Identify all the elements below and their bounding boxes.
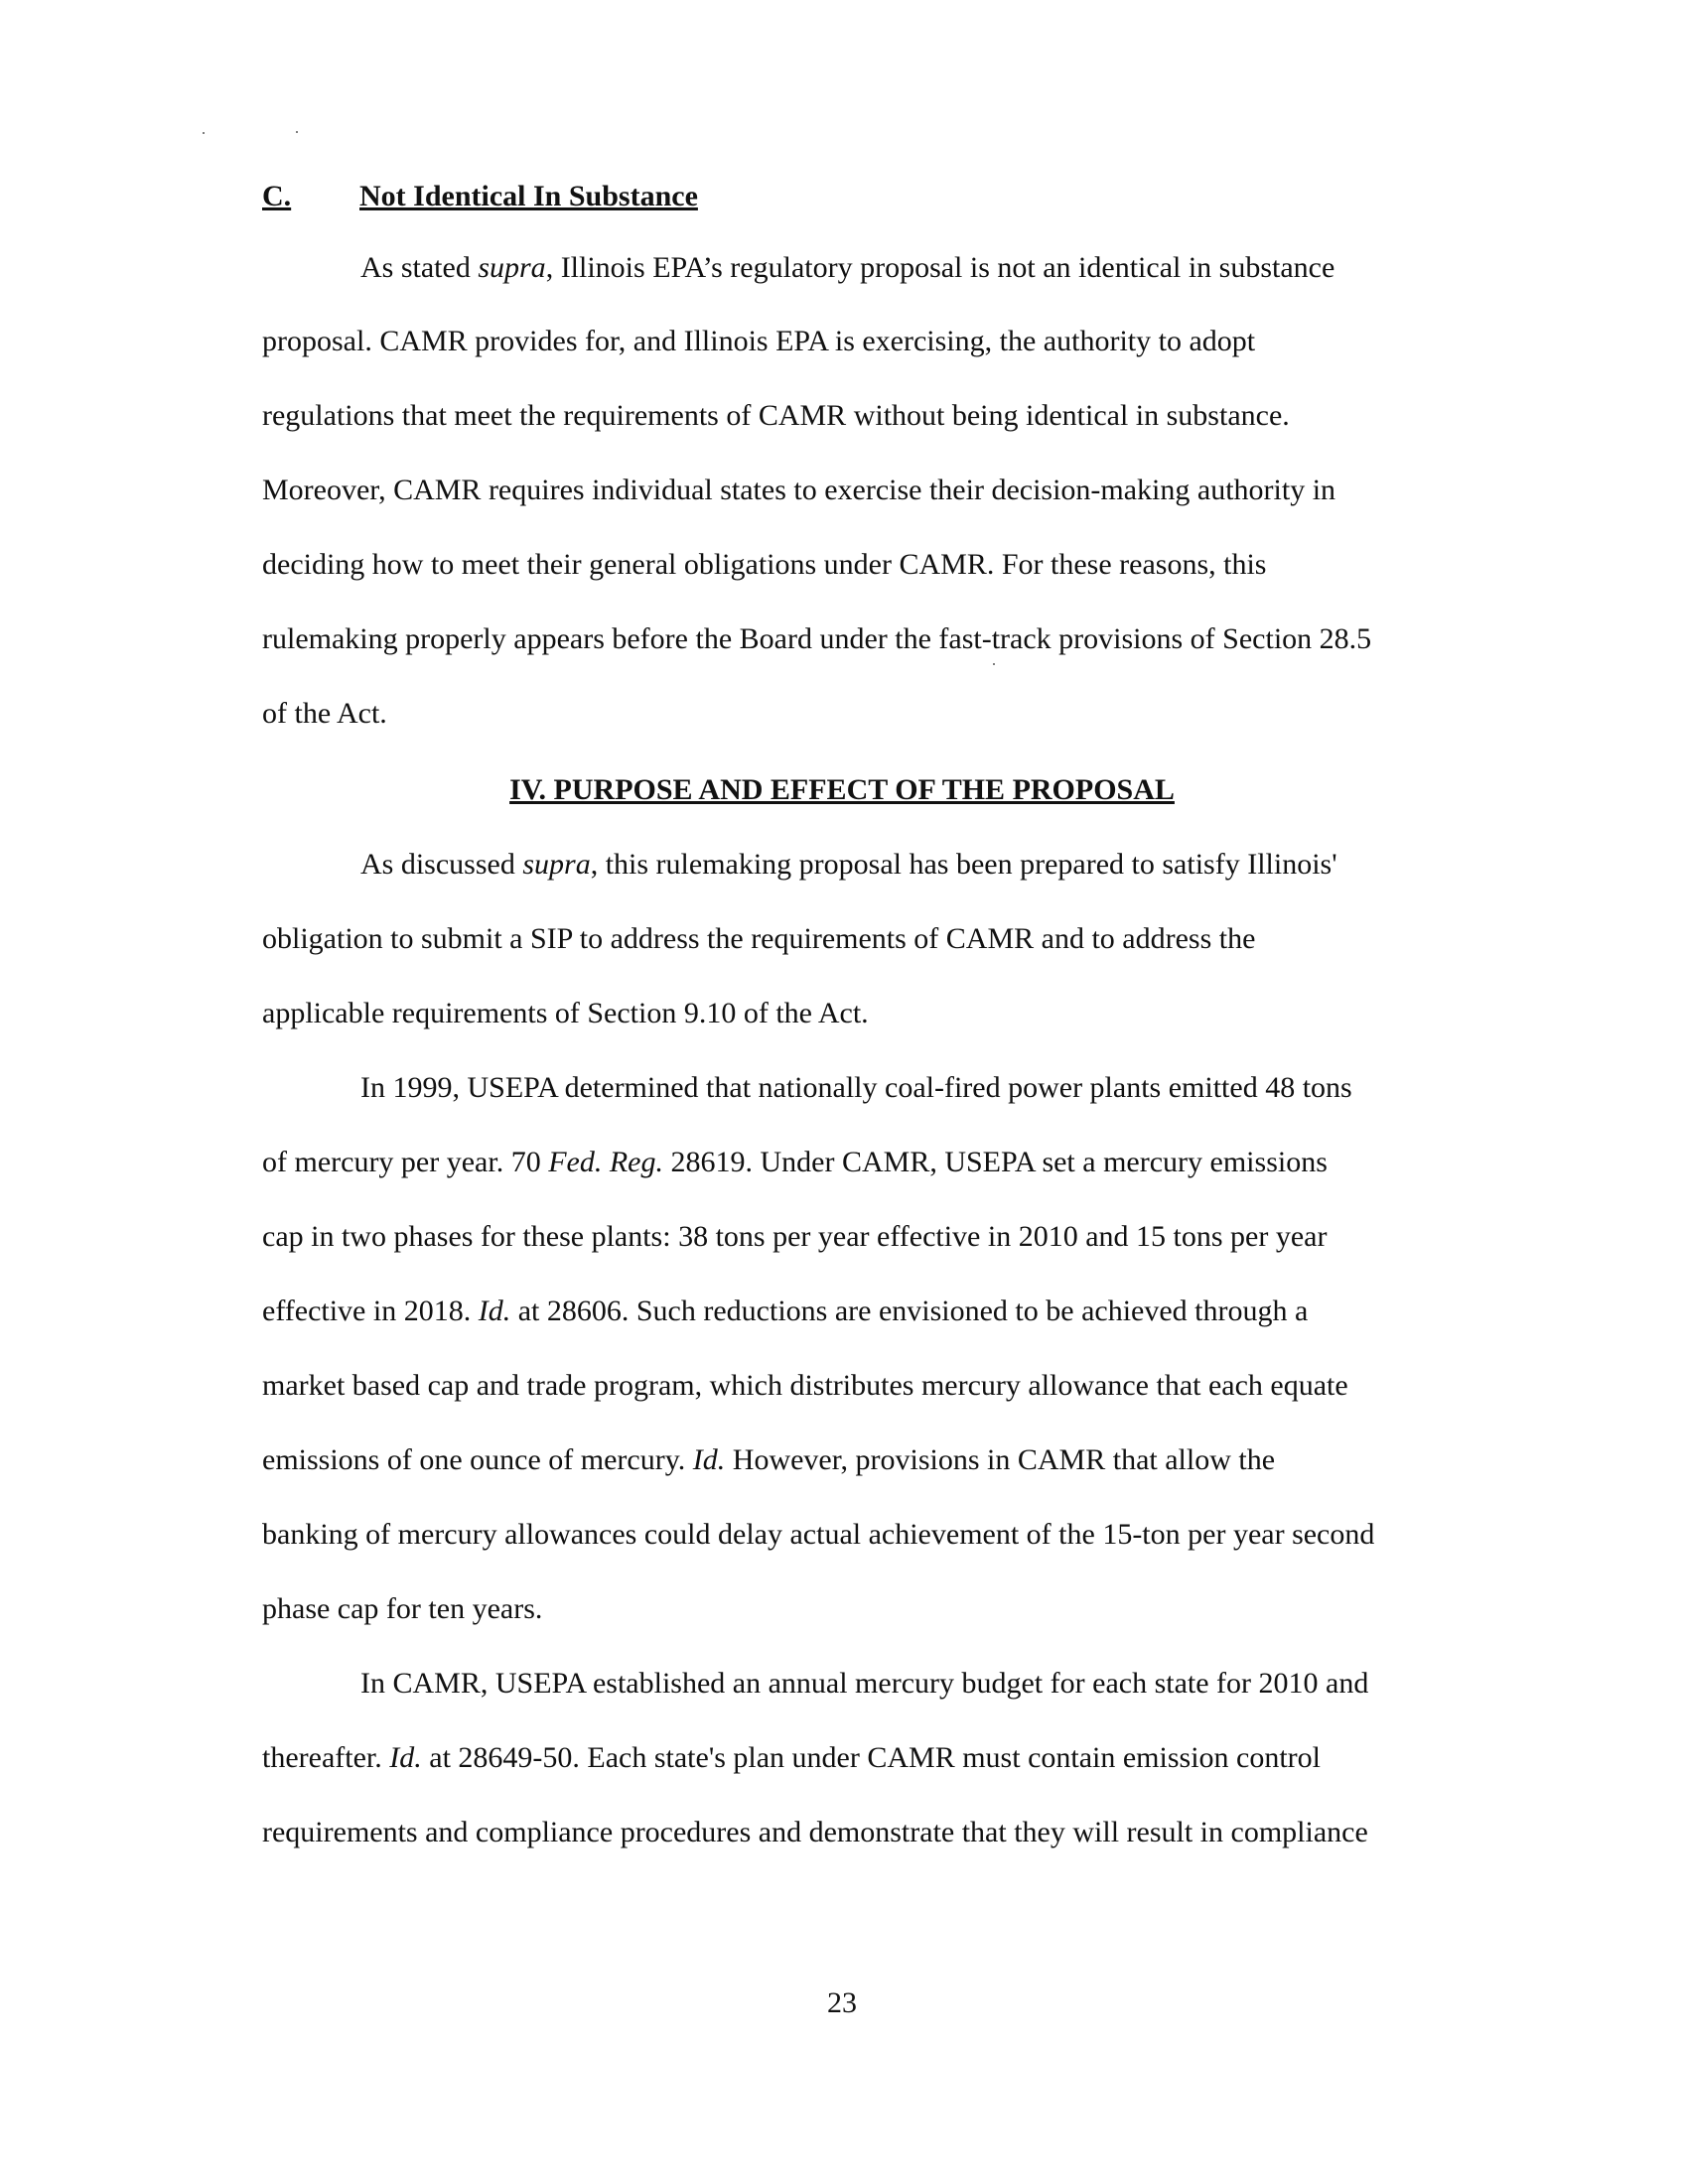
para1-line5: deciding how to meet their general obligations under CAMR. For these reasons, this — [262, 548, 1267, 581]
para3-line7: banking of mercury allowances could delay actual achievement of the 15-ton per year second — [262, 1518, 1375, 1551]
section-c-heading — [262, 179, 698, 214]
para3-line4: effective in 2018. Id. at 28606. Such reductions are envisioned to be achieved through a — [262, 1295, 1309, 1327]
para2-line1: As discussed supra, this rulemaking proposal has been prepared to satisfy Illinois' — [360, 848, 1337, 881]
para3-line1: In 1999, USEPA determined that nationally coal-fired power plants emitted 48 tons — [360, 1071, 1352, 1104]
para1-line4: Moreover, CAMR requires individual states to exercise their decision-making authority in — [262, 474, 1336, 506]
para1-line7: of the Act. — [262, 697, 387, 730]
page-number: 23 — [827, 1986, 857, 2019]
section-letter: C. — [262, 180, 292, 212]
para3-line3: cap in two phases for these plants: 38 tons per year effective in 2010 and 15 tons per year — [262, 1220, 1328, 1253]
para4-line1: In CAMR, USEPA established an annual mercury budget for each state for 2010 and — [360, 1667, 1369, 1700]
para1-line1: As stated supra, Illinois EPA’s regulatory proposal is not an identical in substance — [360, 251, 1335, 284]
scan-speck — [296, 131, 298, 133]
section-title: Not Identical In Substance — [359, 180, 698, 212]
para2-line3: applicable requirements of Section 9.10 of the Act. — [262, 997, 869, 1029]
para3-line8: phase cap for ten years. — [262, 1592, 543, 1625]
para1-line3: regulations that meet the requirements of CAMR without being identical in substance. — [262, 399, 1290, 432]
scan-speck — [993, 663, 995, 665]
para1-line6: rulemaking properly appears before the Board under the fast-track provisions of Section 28.5 — [262, 622, 1372, 655]
section-iv-heading: IV. PURPOSE AND EFFECT OF THE PROPOSAL — [509, 773, 1175, 806]
para3-line5: market based cap and trade program, which distributes mercury allowance that each equate — [262, 1369, 1348, 1402]
scan-speck — [203, 132, 205, 134]
para4-line2: thereafter. Id. at 28649-50. Each state's plan under CAMR must contain emission control — [262, 1741, 1322, 1774]
para1-line2: proposal. CAMR provides for, and Illinois EPA is exercising, the authority to adopt — [262, 325, 1256, 357]
para3-line2: of mercury per year. 70 Fed. Reg. 28619. Under CAMR, USEPA set a mercury emissions — [262, 1146, 1328, 1178]
para2-line2: obligation to submit a SIP to address the requirements of CAMR and to address the — [262, 922, 1256, 955]
para3-line6: emissions of one ounce of mercury. Id. However, provisions in CAMR that allow the — [262, 1443, 1276, 1476]
para4-line3: requirements and compliance procedures and demonstrate that they will result in compliance — [262, 1816, 1368, 1848]
